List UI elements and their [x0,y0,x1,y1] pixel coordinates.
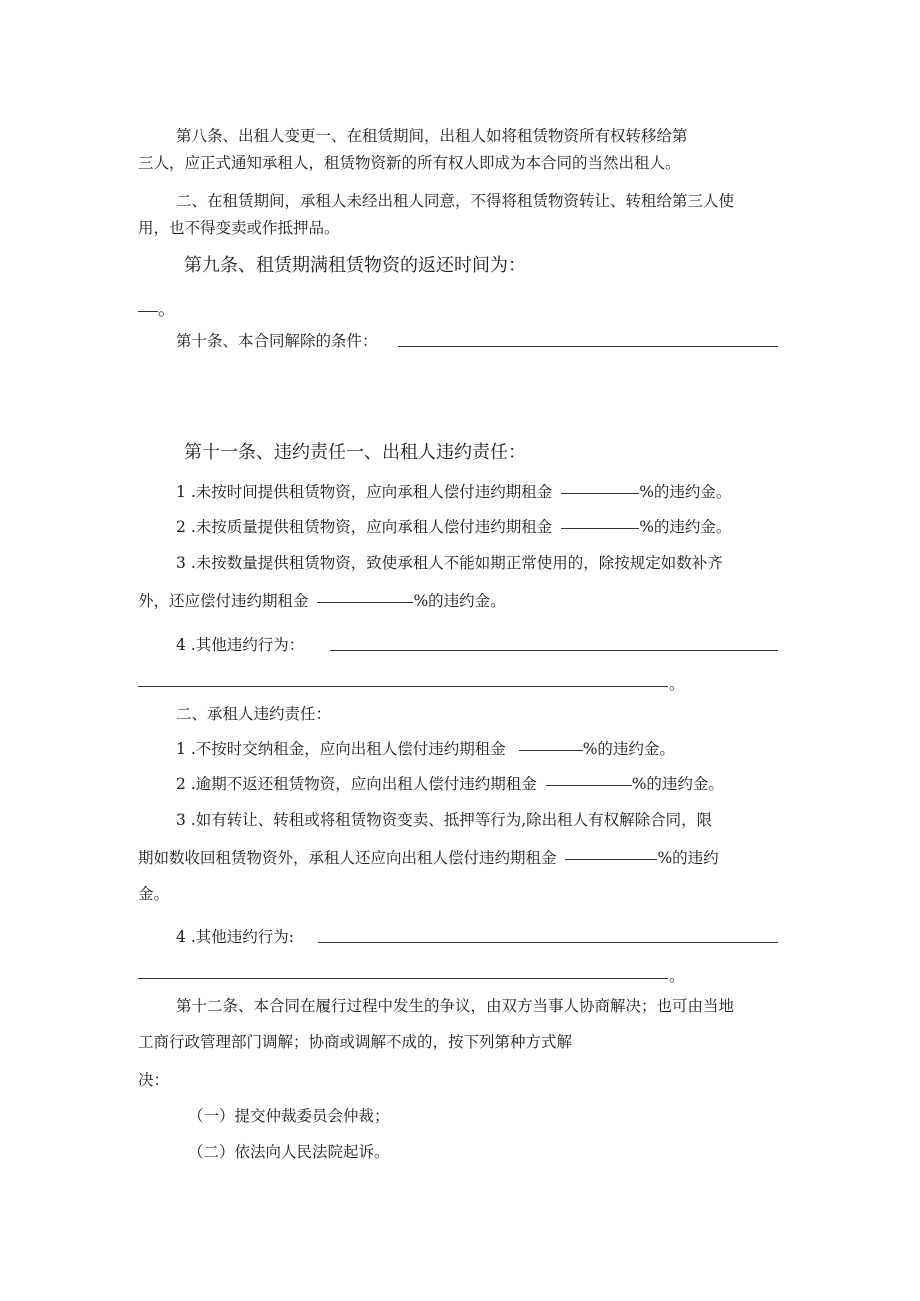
lessee-item-4: 4 .其他违约行为: [176,928,294,946]
lessee-item-3: 3 .如有转让、转租或将租赁物资变卖、抵押等行为,除出租人有权解除合同，限 [176,811,713,829]
blank-underline [519,749,583,751]
article10-conditions-blank [398,346,778,347]
blank-underline [561,492,639,494]
blank-underline [317,601,413,603]
article9-heading: 第九条、租赁期满租赁物资的返还时间为： [184,255,526,276]
article12-option-2: （二）依法向人民法院起诉。 [188,1143,390,1161]
article12-line2: 工商行政管理部门调解；协商或调解不成的，按下列第种方式解 [138,1033,573,1051]
lessor-item-4-tail: 。 [669,675,685,693]
article8-para2-line2: 用，也不得变卖或作抵押品。 [138,219,340,237]
lessor-item-4: 4 .其他违约行为： [176,636,305,654]
article9-tail: 。 [158,299,176,320]
article12-option-1: （一）提交仲裁委员会仲裁； [188,1107,390,1125]
lessee-other-blank-1 [318,942,778,943]
blank-underline [138,310,158,312]
blank-underline [561,527,639,529]
lessee-heading: 二、承租人违约责任： [176,705,332,723]
article8-line2: 三人，应正式通知承租人，租赁物资新的所有权人即成为本合同的当然出租人。 [138,154,681,172]
lessor-item-3-line2: 外，还应偿付违约期租金 %的违约金。 [138,592,506,610]
article11-heading: 第十一条、违约责任一、出租人违约责任： [184,442,526,463]
lessor-other-blank-1 [330,650,778,651]
lessee-item-3-line3: 金。 [138,885,170,903]
lessee-other-blank-2 [138,978,668,979]
lessee-item-2: 2 .逾期不返还租赁物资，应向出租人偿付违约期租金 %的违约金。 [176,775,724,793]
lessor-other-blank-2 [138,686,668,687]
article10-label: 第十条、本合同解除的条件： [176,332,378,350]
article12-line1: 第十二条、本合同在履行过程中发生的争议，由双方当事人协商解决；也可由当地 [176,997,735,1015]
article12-line3: 决： [138,1071,170,1089]
blank-underline [565,858,657,860]
article8-para2-line1: 二、在租赁期间，承租人未经出租人同意，不得将租赁物资转让、转租给第三人使 [176,192,735,210]
lessor-item-3: 3 .未按数量提供租赁物资，致使承租人不能如期正常使用的，除按规定如数补齐 [176,554,723,572]
article8-line1: 第八条、出租人变更一、在租赁期间，出租人如将租赁物资所有权转移给第 [176,127,688,145]
article9-return-time-blank [138,298,176,322]
lessee-item-3-line2: 期如数收回租赁物资外，承租人还应向出租人偿付违约期租金 %的违约 [138,849,719,867]
blank-underline [546,784,632,786]
lessor-item-2: 2 .未按质量提供租赁物资，应向承租人偿付违约期租金 %的违约金。 [176,518,732,536]
lessee-item-4-tail: 。 [669,967,685,985]
lessee-item-1: 1 .不按时交纳租金，应向出租人偿付违约期租金 %的违约金。 [176,740,675,758]
lessor-item-1: 1 .未按时间提供租赁物资，应向承租人偿付违约期租金 %的违约金。 [176,483,732,501]
